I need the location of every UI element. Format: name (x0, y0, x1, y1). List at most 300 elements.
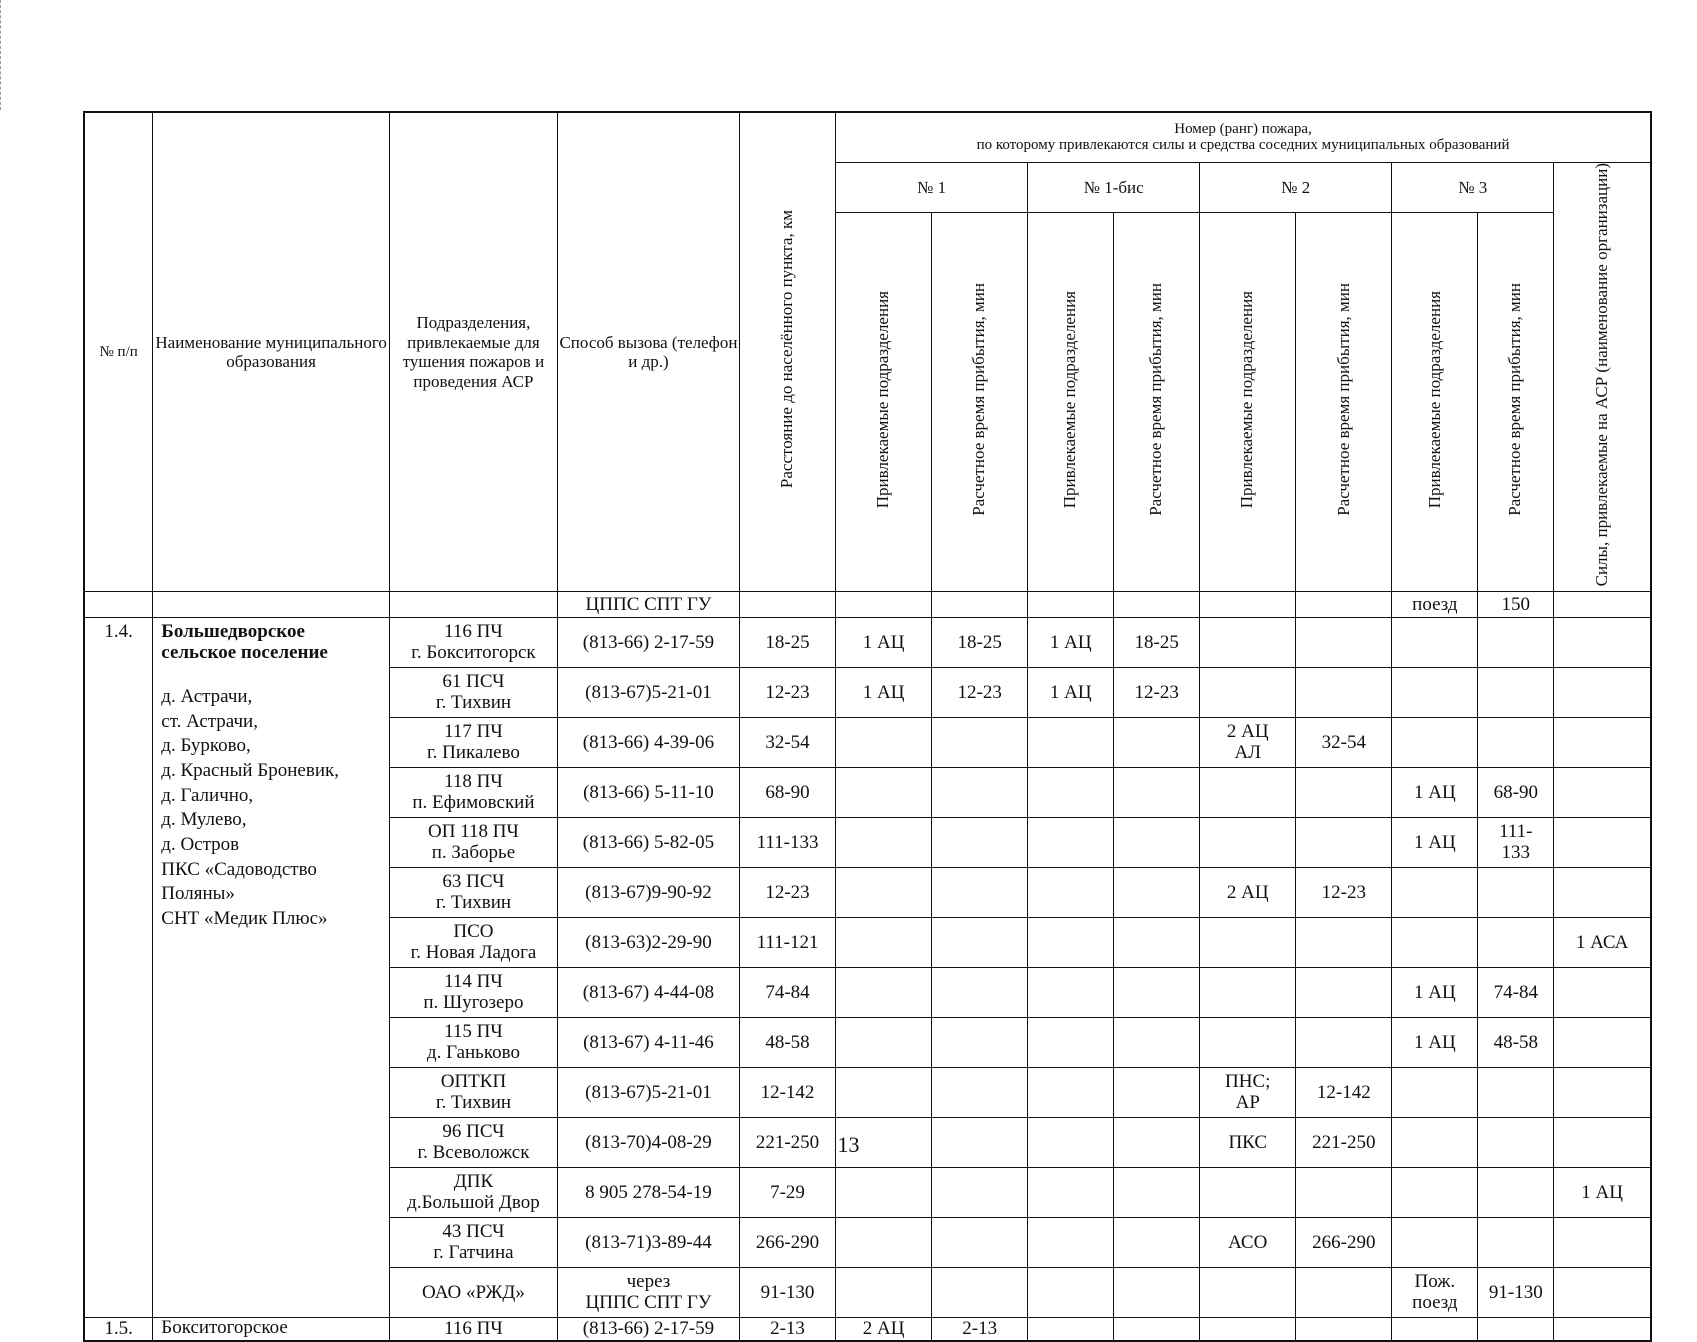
unit-cell (389, 718, 557, 768)
r2-time-cell: 221-250 (1296, 1118, 1392, 1168)
unit-cell-line-1: 118 ПЧ (444, 771, 503, 793)
unit-cell (389, 868, 557, 918)
header-r1-time (932, 213, 1028, 592)
r1bis-units-cell (1028, 768, 1114, 818)
r1-units-cell (836, 718, 932, 768)
r1-time-cell (932, 1268, 1028, 1318)
settlement-item: ст. Астрачи, (161, 710, 258, 732)
carry-rbu (1028, 592, 1114, 618)
r2-units-cell (1200, 1068, 1296, 1118)
call-cell (557, 618, 739, 668)
distance-cell: 111-133 (739, 818, 835, 868)
r3-units-cell (1392, 1218, 1478, 1268)
r1-units-cell (836, 818, 932, 868)
header-rank-1: № 1 (836, 162, 1028, 213)
r1bis-time-cell (1114, 968, 1200, 1018)
r1bis-time-cell: 12-23 (1114, 668, 1200, 718)
header-r1-units-text: Привлекаемые подразделения (873, 290, 893, 509)
s15-r2t (1296, 1318, 1392, 1341)
settlement-item: д. Остров (161, 833, 240, 855)
section-15-call: (813-66) 2-17-59 (557, 1318, 739, 1341)
header-units: Подразделения, привлекаемые для тушения пожаров и проведения АСР (389, 112, 557, 592)
r2-units-cell-line-2: АР (1235, 1091, 1260, 1113)
unit-cell (389, 1268, 557, 1318)
section-14-municipality (153, 618, 390, 1318)
s15-rbu (1028, 1318, 1114, 1341)
r2-time-cell (1296, 918, 1392, 968)
distance-cell: 7-29 (739, 1168, 835, 1218)
distance-cell: 18-25 (739, 618, 835, 668)
r1-units-cell (836, 918, 932, 968)
r3-units-cell-line-1: Пож. (1414, 1271, 1456, 1293)
unit-cell-line-1: ОПТКП (440, 1071, 507, 1093)
unit-cell (389, 618, 557, 668)
r1-time-cell (932, 868, 1028, 918)
carry-call: ЦППС СПТ ГУ (557, 592, 739, 618)
r2-units-cell (1200, 818, 1296, 868)
call-cell-line-1: через (626, 1271, 671, 1293)
unit-cell-line-2: г. Бокситогорск (411, 641, 536, 663)
distance-cell: 68-90 (739, 768, 835, 818)
unit-cell (389, 668, 557, 718)
unit-cell-line-1: 116 ПЧ (444, 621, 503, 643)
table-body (84, 592, 1651, 1318)
r2-units-cell (1200, 768, 1296, 818)
r3-units-cell-line-1: 1 АЦ (1414, 981, 1456, 1003)
section-15-row (84, 1318, 1651, 1341)
carry-num (84, 592, 153, 618)
unit-cell-line-1: 96 ПСЧ (442, 1121, 505, 1143)
asr-cell: 1 АЦ (1554, 1168, 1651, 1218)
settlement-item: д. Астрачи, (161, 685, 253, 707)
page-number: 13 (837, 1132, 860, 1157)
unit-cell-line-1: ОАО «РЖД» (421, 1281, 525, 1303)
call-cell (557, 1218, 739, 1268)
carry-r1t (932, 592, 1028, 618)
unit-cell-line-2: г. Всеволожск (417, 1141, 530, 1163)
r1bis-units-cell (1028, 818, 1114, 868)
carry-r2t (1296, 592, 1392, 618)
settlement-item: д. Красный Броневик, (161, 759, 339, 781)
r1bis-units-cell (1028, 868, 1114, 918)
r3-units-cell (1392, 1168, 1478, 1218)
header-municipality: Наименование муниципального образования (153, 112, 390, 592)
r2-time-cell (1296, 768, 1392, 818)
unit-cell-line-2: г. Тихвин (435, 1091, 512, 1113)
r1bis-time-cell (1114, 768, 1200, 818)
unit-cell-line-1: ПСО (453, 921, 494, 943)
distance-cell: 221-250 (739, 1118, 835, 1168)
distance-cell: 12-142 (739, 1068, 835, 1118)
header-rank (836, 112, 1651, 162)
distance-cell: 111-121 (739, 918, 835, 968)
unit-cell-line-2: г. Новая Ладога (410, 941, 537, 963)
r3-time-cell-line-1: 111- (1499, 821, 1533, 843)
carry-r1u (836, 592, 932, 618)
r3-units-cell (1392, 918, 1478, 968)
header-rank-1bis: № 1-бис (1028, 162, 1200, 213)
call-cell-line-1: (813-66) 4-39-06 (582, 731, 715, 753)
r1-time-cell (932, 768, 1028, 818)
r1bis-units-cell: 1 АЦ (1028, 618, 1114, 668)
carry-r2u (1200, 592, 1296, 618)
r1bis-units-cell (1028, 1068, 1114, 1118)
s15-rbt (1114, 1318, 1200, 1341)
r1bis-units-cell (1028, 1268, 1114, 1318)
header-r3-time-text: Расчетное время прибытия, мин (1505, 283, 1525, 516)
r2-units-cell-line-1: ПНС; (1225, 1071, 1271, 1093)
unit-cell-line-2: д.Большой Двор (407, 1191, 540, 1213)
r3-time-cell (1478, 918, 1554, 968)
unit-cell (389, 1218, 557, 1268)
r2-units-cell-line-1: ПКС (1228, 1131, 1268, 1153)
header-distance-text: Расстояние до населённого пункта, км (777, 210, 797, 489)
asr-cell: 1 АСА (1554, 918, 1651, 968)
asr-cell (1554, 618, 1651, 668)
carryover-row (84, 592, 1651, 618)
r3-units-cell (1392, 968, 1478, 1018)
header-rb-time-text: Расчетное время прибытия, мин (1146, 283, 1166, 516)
r1-time-cell (932, 1168, 1028, 1218)
r1-time-cell: 18-25 (932, 618, 1028, 668)
r3-units-cell (1392, 818, 1478, 868)
section-14-title-line1: Большедворское (161, 621, 305, 643)
r2-time-cell: 12-142 (1296, 1068, 1392, 1118)
r2-units-cell (1200, 1018, 1296, 1068)
asr-cell (1554, 1018, 1651, 1068)
r3-time-cell (1478, 868, 1554, 918)
carry-r3-time: 150 (1478, 592, 1554, 618)
section-15-unit: 116 ПЧ (389, 1318, 557, 1341)
r1bis-units-cell (1028, 1218, 1114, 1268)
unit-cell-line-2: г. Гатчина (433, 1241, 514, 1263)
settlement-item: Поляны» (161, 883, 235, 905)
unit-cell-line-2: п. Заборье (431, 841, 516, 863)
r1-time-cell (932, 1218, 1028, 1268)
carry-rbt (1114, 592, 1200, 618)
call-cell (557, 1268, 739, 1318)
header-r1-time-text: Расчетное время прибытия, мин (969, 283, 989, 516)
r3-time-cell (1478, 1068, 1554, 1118)
call-cell-line-1: (813-63)2-29-90 (585, 931, 712, 953)
asr-cell (1554, 868, 1651, 918)
section-15-dist: 2-13 (739, 1318, 835, 1341)
header-r2-time-text: Расчетное время прибытия, мин (1333, 283, 1353, 516)
r3-units-cell-line-2: поезд (1412, 1291, 1458, 1313)
carry-unit (389, 592, 557, 618)
header-rank-3: № 3 (1392, 162, 1554, 213)
section-15-body (84, 1318, 1651, 1341)
r1-units-cell (836, 1218, 932, 1268)
r2-units-cell-line-2: АЛ (1234, 741, 1262, 763)
settlement-item: д. Мулево, (161, 809, 247, 831)
distance-cell: 12-23 (739, 668, 835, 718)
r1-units-cell (836, 1068, 932, 1118)
r2-time-cell: 32-54 (1296, 718, 1392, 768)
section-15-num: 1.5. (84, 1318, 153, 1341)
r1bis-time-cell: 18-25 (1114, 618, 1200, 668)
unit-cell-line-1: ДПК (453, 1171, 494, 1193)
table-row (84, 618, 1651, 668)
r2-units-cell (1200, 868, 1296, 918)
r2-time-cell (1296, 1268, 1392, 1318)
r2-time-cell (1296, 968, 1392, 1018)
unit-cell-line-1: 117 ПЧ (444, 721, 503, 743)
s15-r3u (1392, 1318, 1478, 1341)
r2-time-cell (1296, 1018, 1392, 1068)
r1-time-cell (932, 718, 1028, 768)
r3-units-cell-line-1: 1 АЦ (1414, 1031, 1456, 1053)
r1bis-units-cell (1028, 918, 1114, 968)
r1bis-time-cell (1114, 818, 1200, 868)
header-r3-units (1392, 213, 1478, 592)
unit-cell (389, 968, 557, 1018)
unit-cell (389, 1018, 557, 1068)
header-asr-text: Силы, привлекаемые на АСР (наименование организации) (1591, 162, 1611, 586)
settlement-item: СНТ «Медик Плюс» (161, 908, 328, 930)
r2-units-cell-line-1: АСО (1228, 1231, 1268, 1253)
r3-time-cell (1478, 1168, 1554, 1218)
call-cell (557, 718, 739, 768)
unit-cell (389, 768, 557, 818)
r3-units-cell (1392, 718, 1478, 768)
r3-time-cell (1478, 1218, 1554, 1268)
unit-cell (389, 918, 557, 968)
r3-units-cell (1392, 1068, 1478, 1118)
r3-time-cell-line-1: 48-58 (1493, 1031, 1538, 1053)
asr-cell (1554, 718, 1651, 768)
call-cell (557, 868, 739, 918)
asr-cell (1554, 768, 1651, 818)
r3-time-cell (1478, 1268, 1554, 1318)
r1-time-cell (932, 1018, 1028, 1068)
r3-units-cell (1392, 1018, 1478, 1068)
asr-cell (1554, 668, 1651, 718)
call-cell (557, 768, 739, 818)
unit-cell-line-2: г. Тихвин (435, 891, 512, 913)
r1bis-time-cell (1114, 1218, 1200, 1268)
r3-time-cell (1478, 818, 1554, 868)
call-cell-line-1: (813-70)4-08-29 (585, 1131, 712, 1153)
r3-time-cell-line-1: 68-90 (1493, 781, 1538, 803)
section-14-num: 1.4. (84, 618, 153, 1318)
call-cell-line-1: (813-67)5-21-01 (585, 681, 712, 703)
r3-time-cell (1478, 968, 1554, 1018)
call-cell-line-1: (813-67)9-90-92 (585, 881, 712, 903)
r2-units-cell (1200, 668, 1296, 718)
r2-units-cell (1200, 618, 1296, 668)
r1-time-cell (932, 968, 1028, 1018)
distance-cell: 266-290 (739, 1218, 835, 1268)
distance-cell: 12-23 (739, 868, 835, 918)
unit-cell-line-2: п. Шугозеро (423, 991, 524, 1013)
settlement-item: ПКС «Садоводство (161, 858, 317, 880)
unit-cell-line-1: 43 ПСЧ (442, 1221, 505, 1243)
scan-edge-mark (0, 0, 3, 110)
carry-dist (739, 592, 835, 618)
unit-cell-line-2: г. Тихвин (435, 691, 512, 713)
header-rb-time (1114, 213, 1200, 592)
header-rb-units (1028, 213, 1114, 592)
call-cell (557, 668, 739, 718)
r3-time-cell (1478, 768, 1554, 818)
call-cell-line-1: 8 905 278-54-19 (585, 1181, 712, 1203)
unit-cell (389, 1168, 557, 1218)
unit-cell-line-2: г. Пикалево (427, 741, 520, 763)
r1bis-units-cell (1028, 1168, 1114, 1218)
r3-time-cell (1478, 1018, 1554, 1068)
r3-time-cell (1478, 718, 1554, 768)
call-cell-line-1: (813-66) 5-82-05 (582, 831, 715, 853)
unit-cell-line-1: 115 ПЧ (444, 1021, 503, 1043)
r2-units-cell (1200, 1218, 1296, 1268)
distance-cell: 32-54 (739, 718, 835, 768)
r3-units-cell-line-1: 1 АЦ (1414, 831, 1456, 853)
asr-cell (1554, 1268, 1651, 1318)
unit-cell (389, 1068, 557, 1118)
unit-cell-line-2: п. Ефимовский (412, 791, 535, 813)
header-distance (739, 112, 835, 592)
r1bis-time-cell (1114, 1168, 1200, 1218)
r1-units-cell (836, 1018, 932, 1068)
r2-units-cell-line-1: 2 АЦ (1226, 881, 1269, 903)
r1bis-time-cell (1114, 918, 1200, 968)
r3-units-cell (1392, 668, 1478, 718)
unit-cell-line-2: д. Ганьково (426, 1041, 520, 1063)
distance-cell: 48-58 (739, 1018, 835, 1068)
r2-units-cell (1200, 918, 1296, 968)
r3-units-cell (1392, 768, 1478, 818)
unit-cell-line-1: 63 ПСЧ (442, 871, 505, 893)
r1-time-cell: 12-23 (932, 668, 1028, 718)
table-header (84, 112, 1651, 592)
call-cell-line-1: (813-71)3-89-44 (585, 1231, 712, 1253)
r2-units-cell (1200, 718, 1296, 768)
r3-units-cell (1392, 868, 1478, 918)
r2-time-cell: 12-23 (1296, 868, 1392, 918)
r1-units-cell (836, 1168, 932, 1218)
asr-cell (1554, 818, 1651, 868)
r1bis-time-cell (1114, 868, 1200, 918)
call-cell-line-1: (813-66) 2-17-59 (582, 631, 715, 653)
header-r2-units-text: Привлекаемые подразделения (1237, 290, 1257, 509)
call-cell (557, 1168, 739, 1218)
r2-time-cell (1296, 618, 1392, 668)
settlement-list (161, 685, 389, 932)
r3-time-cell-line-1: 74-84 (1493, 981, 1538, 1003)
r2-time-cell (1296, 818, 1392, 868)
r2-time-cell (1296, 1168, 1392, 1218)
r1bis-units-cell (1028, 1018, 1114, 1068)
asr-cell (1554, 968, 1651, 1018)
s15-r3t (1478, 1318, 1554, 1341)
r3-units-cell (1392, 618, 1478, 668)
section-15-r1-time: 2-13 (932, 1318, 1028, 1341)
r3-units-cell (1392, 1268, 1478, 1318)
r1bis-units-cell (1028, 968, 1114, 1018)
r3-time-cell-line-2: 133 (1501, 841, 1531, 863)
s15-r2u (1200, 1318, 1296, 1341)
r1-units-cell (836, 768, 932, 818)
section-15-title: Бокситогорское (153, 1318, 390, 1341)
r1-units-cell (836, 968, 932, 1018)
header-r1-units (836, 213, 932, 592)
header-r3-time (1478, 213, 1554, 592)
r3-time-cell (1478, 668, 1554, 718)
call-cell (557, 818, 739, 868)
r1bis-units-cell (1028, 718, 1114, 768)
call-cell-line-1: (813-66) 5-11-10 (583, 781, 714, 803)
header-rank-title: Номер (ранг) пожара, (1174, 121, 1312, 138)
unit-cell-line-1: ОП 118 ПЧ (428, 821, 519, 843)
r1-time-cell (932, 818, 1028, 868)
r2-units-cell (1200, 1268, 1296, 1318)
call-cell (557, 1018, 739, 1068)
r3-units-cell-line-1: 1 АЦ (1414, 781, 1456, 803)
asr-cell (1554, 1068, 1651, 1118)
call-cell (557, 918, 739, 968)
r1-time-cell (932, 918, 1028, 968)
header-rb-units-text: Привлекаемые подразделения (1060, 290, 1080, 509)
section-14-title-line2: сельское поселение (161, 641, 328, 663)
r1-units-cell: 1 АЦ (836, 618, 932, 668)
r1bis-time-cell (1114, 1268, 1200, 1318)
r1bis-time-cell (1114, 718, 1200, 768)
r2-units-cell-line-1: 2 АЦ (1226, 721, 1269, 743)
asr-cell (1554, 1218, 1651, 1268)
r2-time-cell (1296, 668, 1392, 718)
r3-time-cell-line-1: 91-130 (1488, 1281, 1543, 1303)
r1-time-cell (932, 1068, 1028, 1118)
header-asr (1554, 162, 1651, 592)
call-cell (557, 1068, 739, 1118)
carry-name (153, 592, 390, 618)
call-cell-line-1: (813-67)5-21-01 (585, 1081, 712, 1103)
header-r2-time (1296, 213, 1392, 592)
r3-time-cell (1478, 618, 1554, 668)
r2-units-cell (1200, 968, 1296, 1018)
r1bis-units-cell: 1 АЦ (1028, 668, 1114, 718)
header-rank-subtitle: по которому привлекаются силы и средства соседних муниципальных образований (976, 137, 1510, 154)
distance-cell: 91-130 (739, 1268, 835, 1318)
r1bis-time-cell (1114, 1068, 1200, 1118)
header-r3-units-text: Привлекаемые подразделения (1424, 290, 1444, 509)
section-15-r1-units: 2 АЦ (836, 1318, 932, 1341)
unit-cell-line-1: 61 ПСЧ (442, 671, 505, 693)
header-call-method: Способ вызова (телефон и др.) (557, 112, 739, 592)
settlement-item: д. Галично, (161, 784, 254, 806)
r1-units-cell: 1 АЦ (836, 668, 932, 718)
call-cell (557, 968, 739, 1018)
r1-units-cell (836, 868, 932, 918)
r1bis-time-cell (1114, 1018, 1200, 1068)
header-rank-2: № 2 (1200, 162, 1392, 213)
header-num: № п/п (84, 112, 153, 592)
s15-asr (1554, 1318, 1651, 1341)
unit-cell-line-1: 114 ПЧ (444, 971, 503, 993)
carry-r3-units: поезд (1392, 592, 1478, 618)
unit-cell (389, 818, 557, 868)
header-r2-units (1200, 213, 1296, 592)
r2-units-cell (1200, 1168, 1296, 1218)
settlement-item: д. Бурково, (161, 735, 251, 757)
distance-cell: 74-84 (739, 968, 835, 1018)
call-cell-line-2: ЦППС СПТ ГУ (585, 1291, 712, 1313)
call-cell-line-1: (813-67) 4-44-08 (582, 981, 715, 1003)
call-cell-line-1: (813-67) 4-11-46 (583, 1031, 714, 1053)
r2-time-cell: 266-290 (1296, 1218, 1392, 1268)
r1-units-cell (836, 1268, 932, 1318)
